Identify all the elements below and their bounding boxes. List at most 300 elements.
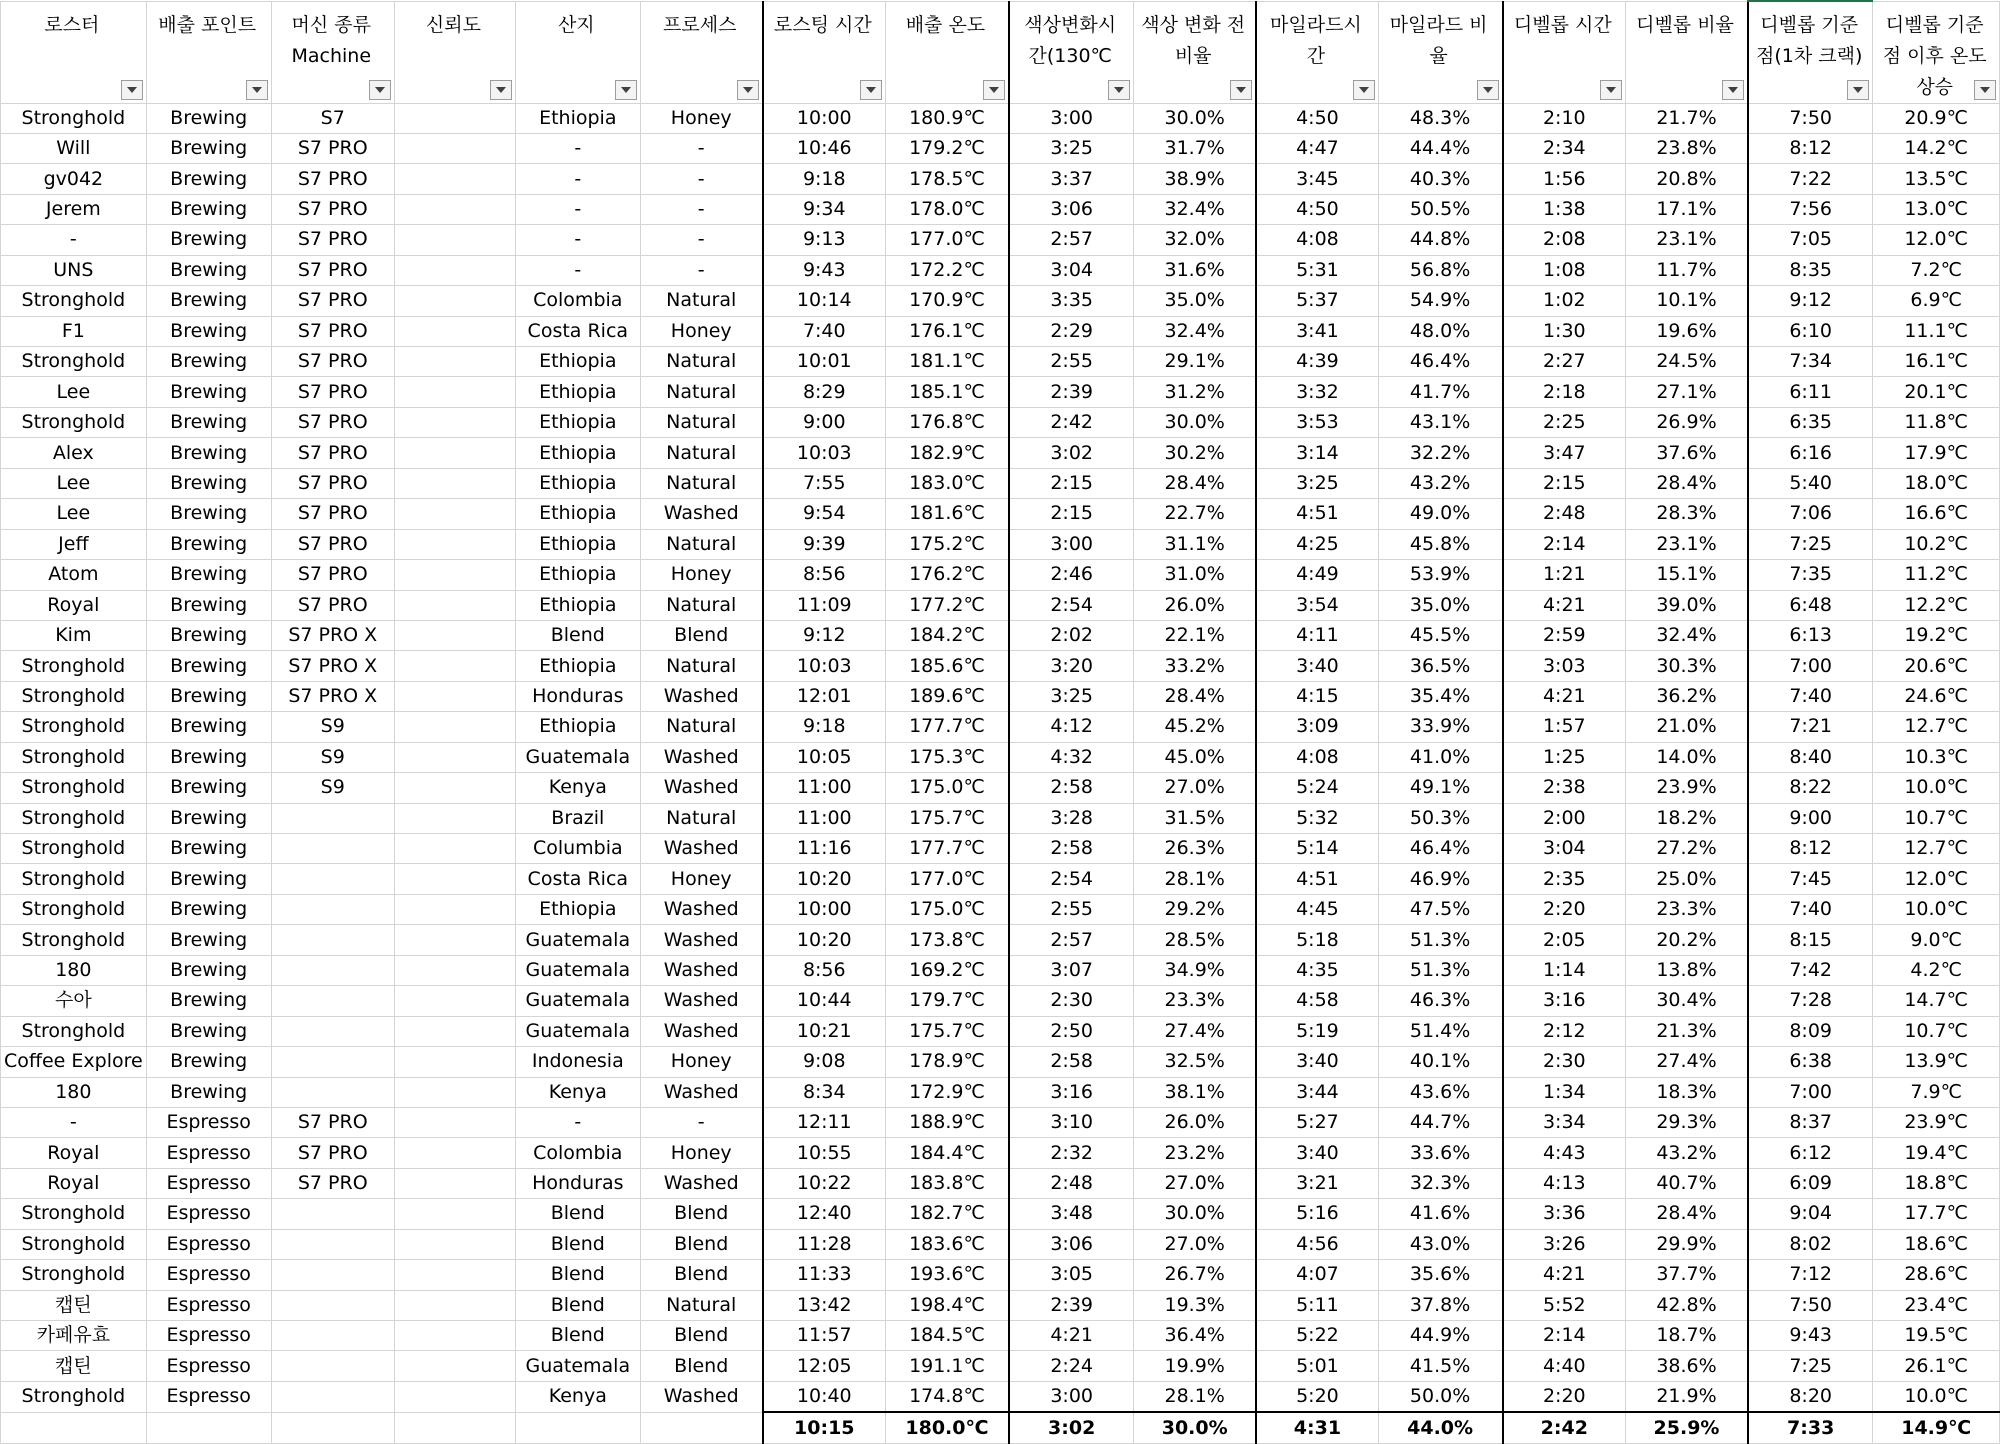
cell-discharge-temp[interactable]: 182.7℃ [885,1199,1009,1229]
cell-machine-type[interactable] [271,894,394,924]
cell-process[interactable]: - [640,194,763,224]
cell-develop-temp-rise[interactable]: 17.9℃ [1873,438,2000,468]
cell-develop-ratio[interactable]: 13.8% [1626,955,1749,985]
cell-discharge-point[interactable]: Brewing [146,986,271,1016]
cell-roaster[interactable]: Atom [1,560,147,590]
cell-process[interactable]: Washed [640,681,763,711]
cell-discharge-point[interactable]: Brewing [146,1047,271,1077]
cell-discharge-temp[interactable]: 176.1℃ [885,316,1009,346]
cell-roaster[interactable]: Stronghold [1,681,147,711]
cell-origin[interactable]: Kenya [516,773,641,803]
cell-reliability[interactable] [394,194,515,224]
cell-discharge-point[interactable]: Brewing [146,407,271,437]
cell-develop-ref-point[interactable]: 7:40 [1748,894,1873,924]
cell-develop-ratio[interactable]: 23.9% [1626,773,1749,803]
cell-roaster[interactable]: Will [1,133,147,163]
cell-color-change-time[interactable]: 3:25 [1009,681,1134,711]
cell-maillard-ratio[interactable]: 43.1% [1378,407,1502,437]
cell-maillard-time[interactable]: 3:09 [1256,712,1378,742]
cell-color-change-ratio[interactable]: 32.4% [1134,194,1257,224]
cell-discharge-temp[interactable]: 183.6℃ [885,1229,1009,1259]
cell-develop-ratio[interactable]: 28.4% [1626,468,1749,498]
cell-maillard-ratio[interactable]: 44.4% [1378,133,1502,163]
cell-color-change-ratio[interactable]: 30.0% [1134,1199,1257,1229]
cell-discharge-point[interactable]: Espresso [146,1290,271,1320]
cell-process[interactable]: Washed [640,955,763,985]
cell-reliability[interactable] [394,864,515,894]
cell-color-change-time[interactable]: 2:24 [1009,1351,1134,1381]
cell-color-change-ratio[interactable]: 28.1% [1134,864,1257,894]
cell-develop-ref-point[interactable]: 7:35 [1748,560,1873,590]
cell-roast-time[interactable]: 9:00 [763,407,885,437]
cell-color-change-time[interactable]: 2:50 [1009,1016,1134,1046]
cell-process[interactable]: - [640,133,763,163]
cell-machine-type[interactable]: S9 [271,712,394,742]
cell-discharge-temp[interactable]: 173.8℃ [885,925,1009,955]
cell-color-change-time[interactable]: 2:30 [1009,986,1134,1016]
cell-origin[interactable]: Blend [516,1321,641,1351]
cell-color-change-ratio[interactable]: 29.2% [1134,894,1257,924]
cell-develop-ref-point[interactable]: 8:37 [1748,1107,1873,1137]
cell-origin[interactable]: Ethiopia [516,103,641,133]
filter-dropdown-button[interactable] [121,80,143,100]
cell-color-change-ratio[interactable]: 23.3% [1134,986,1257,1016]
cell-develop-ratio[interactable]: 23.8% [1626,133,1749,163]
cell-maillard-ratio[interactable]: 41.5% [1378,1351,1502,1381]
cell-develop-temp-rise[interactable]: 12.0℃ [1873,225,2000,255]
cell-maillard-time[interactable]: 3:44 [1256,1077,1378,1107]
filter-dropdown-button[interactable] [1108,80,1130,100]
cell-process[interactable]: Washed [640,1077,763,1107]
cell-process[interactable]: Washed [640,925,763,955]
cell-maillard-time[interactable]: 4:15 [1256,681,1378,711]
cell-develop-time[interactable]: 4:40 [1503,1351,1626,1381]
cell-machine-type[interactable] [271,1047,394,1077]
cell-roaster[interactable]: Royal [1,1168,147,1198]
cell-discharge-point[interactable]: Brewing [146,468,271,498]
cell-process[interactable]: Washed [640,773,763,803]
cell-develop-temp-rise[interactable]: 10.2℃ [1873,529,2000,559]
cell-roast-time[interactable]: 10:44 [763,986,885,1016]
total-color-change-ratio[interactable]: 30.0% [1134,1412,1257,1443]
cell-discharge-temp[interactable]: 177.0℃ [885,225,1009,255]
cell-maillard-time[interactable]: 3:40 [1256,651,1378,681]
cell-discharge-point[interactable]: Brewing [146,499,271,529]
cell-reliability[interactable] [394,1047,515,1077]
cell-color-change-time[interactable]: 2:02 [1009,620,1134,650]
cell-discharge-temp[interactable]: 169.2℃ [885,955,1009,985]
cell-origin[interactable]: Kenya [516,1381,641,1412]
cell-origin[interactable]: Ethiopia [516,894,641,924]
cell-develop-ref-point[interactable]: 7:12 [1748,1260,1873,1290]
cell-origin[interactable]: Ethiopia [516,468,641,498]
cell-reliability[interactable] [394,133,515,163]
cell-origin[interactable]: Colombia [516,286,641,316]
cell-develop-time[interactable]: 2:27 [1503,347,1626,377]
cell-origin[interactable]: Ethiopia [516,499,641,529]
cell-roast-time[interactable]: 10:20 [763,925,885,955]
cell-roaster[interactable]: - [1,225,147,255]
cell-maillard-time[interactable]: 5:27 [1256,1107,1378,1137]
cell-reliability[interactable] [394,681,515,711]
filter-dropdown-button[interactable] [1353,80,1375,100]
cell-develop-time[interactable]: 2:48 [1503,499,1626,529]
cell-develop-temp-rise[interactable]: 14.2℃ [1873,133,2000,163]
cell-develop-time[interactable]: 2:05 [1503,925,1626,955]
cell-discharge-temp[interactable]: 174.8℃ [885,1381,1009,1412]
cell-process[interactable]: Natural [640,803,763,833]
cell-color-change-time[interactable]: 2:57 [1009,925,1134,955]
cell-reliability[interactable] [394,773,515,803]
cell-color-change-ratio[interactable]: 23.2% [1134,1138,1257,1168]
cell-develop-ref-point[interactable]: 8:35 [1748,255,1873,285]
cell-develop-time[interactable]: 2:25 [1503,407,1626,437]
cell-color-change-ratio[interactable]: 26.0% [1134,590,1257,620]
cell-roaster[interactable]: Coffee Explore [1,1047,147,1077]
cell-reliability[interactable] [394,1351,515,1381]
cell-roaster[interactable]: Stronghold [1,1016,147,1046]
cell-develop-time[interactable]: 2:20 [1503,894,1626,924]
cell-develop-temp-rise[interactable]: 28.6℃ [1873,1260,2000,1290]
cell-roast-time[interactable]: 10:40 [763,1381,885,1412]
cell-develop-time[interactable]: 3:36 [1503,1199,1626,1229]
cell-color-change-time[interactable]: 2:48 [1009,1168,1134,1198]
cell-roast-time[interactable]: 10:20 [763,864,885,894]
cell-develop-time[interactable]: 2:30 [1503,1047,1626,1077]
cell-maillard-time[interactable]: 3:40 [1256,1047,1378,1077]
cell-roaster[interactable]: 캡틴 [1,1290,147,1320]
cell-discharge-point[interactable]: Espresso [146,1168,271,1198]
cell-develop-time[interactable]: 3:47 [1503,438,1626,468]
cell-develop-time[interactable]: 2:10 [1503,103,1626,133]
cell-develop-time[interactable]: 1:14 [1503,955,1626,985]
cell-develop-temp-rise[interactable]: 10.0℃ [1873,894,2000,924]
cell-origin[interactable]: Blend [516,620,641,650]
total-discharge-temp[interactable]: 180.0℃ [885,1412,1009,1443]
cell-discharge-temp[interactable]: 175.7℃ [885,1016,1009,1046]
cell-develop-ratio[interactable]: 18.7% [1626,1321,1749,1351]
cell-roast-time[interactable]: 10:03 [763,438,885,468]
cell-color-change-ratio[interactable]: 32.0% [1134,225,1257,255]
cell-color-change-time[interactable]: 2:39 [1009,1290,1134,1320]
cell-color-change-ratio[interactable]: 22.1% [1134,620,1257,650]
cell-color-change-ratio[interactable]: 34.9% [1134,955,1257,985]
cell-maillard-ratio[interactable]: 41.0% [1378,742,1502,772]
cell-machine-type[interactable] [271,1199,394,1229]
cell-color-change-ratio[interactable]: 26.3% [1134,834,1257,864]
cell-roast-time[interactable]: 9:08 [763,1047,885,1077]
cell-machine-type[interactable]: S7 PRO [271,468,394,498]
cell-develop-time[interactable]: 4:21 [1503,1260,1626,1290]
cell-color-change-time[interactable]: 3:04 [1009,255,1134,285]
cell-roast-time[interactable]: 7:40 [763,316,885,346]
cell-origin[interactable]: - [516,194,641,224]
cell-discharge-point[interactable]: Brewing [146,864,271,894]
cell-develop-time[interactable]: 1:25 [1503,742,1626,772]
cell-color-change-ratio[interactable]: 28.5% [1134,925,1257,955]
cell-discharge-point[interactable]: Brewing [146,1077,271,1107]
cell-maillard-time[interactable]: 4:51 [1256,499,1378,529]
cell-develop-time[interactable]: 4:21 [1503,590,1626,620]
cell-process[interactable]: Blend [640,620,763,650]
cell-develop-time[interactable]: 2:20 [1503,1381,1626,1412]
cell-origin[interactable]: Costa Rica [516,864,641,894]
cell-roast-time[interactable]: 10:22 [763,1168,885,1198]
cell-color-change-ratio[interactable]: 28.4% [1134,681,1257,711]
cell-roast-time[interactable]: 9:39 [763,529,885,559]
cell-discharge-point[interactable]: Brewing [146,529,271,559]
cell-machine-type[interactable] [271,1229,394,1259]
cell-process[interactable]: Natural [640,347,763,377]
cell-maillard-ratio[interactable]: 54.9% [1378,286,1502,316]
cell-maillard-ratio[interactable]: 46.4% [1378,347,1502,377]
cell-origin[interactable]: Ethiopia [516,529,641,559]
cell-discharge-temp[interactable]: 179.2℃ [885,133,1009,163]
cell-origin[interactable]: Ethiopia [516,438,641,468]
cell-develop-ref-point[interactable]: 6:13 [1748,620,1873,650]
cell-process[interactable]: Blend [640,1321,763,1351]
cell-roast-time[interactable]: 10:21 [763,1016,885,1046]
cell-origin[interactable]: Ethiopia [516,377,641,407]
cell-discharge-point[interactable]: Brewing [146,681,271,711]
cell-color-change-ratio[interactable]: 19.3% [1134,1290,1257,1320]
cell-maillard-time[interactable]: 4:49 [1256,560,1378,590]
cell-develop-ref-point[interactable]: 8:40 [1748,742,1873,772]
cell-develop-temp-rise[interactable]: 6.9℃ [1873,286,2000,316]
cell-process[interactable]: Washed [640,986,763,1016]
cell-discharge-temp[interactable]: 193.6℃ [885,1260,1009,1290]
cell-origin[interactable]: Honduras [516,1168,641,1198]
total-maillard-ratio[interactable]: 44.0% [1378,1412,1502,1443]
cell-discharge-temp[interactable]: 183.0℃ [885,468,1009,498]
cell-roaster[interactable]: Stronghold [1,103,147,133]
cell-maillard-ratio[interactable]: 44.7% [1378,1107,1502,1137]
cell-origin[interactable]: Brazil [516,803,641,833]
cell-develop-temp-rise[interactable]: 10.0℃ [1873,1381,2000,1412]
cell-develop-time[interactable]: 1:08 [1503,255,1626,285]
cell-process[interactable]: Honey [640,864,763,894]
cell-discharge-point[interactable]: Espresso [146,1381,271,1412]
cell-roaster[interactable]: gv042 [1,164,147,194]
cell-develop-time[interactable]: 2:59 [1503,620,1626,650]
cell-roast-time[interactable]: 9:18 [763,712,885,742]
cell-maillard-time[interactable]: 4:07 [1256,1260,1378,1290]
cell-color-change-ratio[interactable]: 33.2% [1134,651,1257,681]
cell-develop-temp-rise[interactable]: 24.6℃ [1873,681,2000,711]
cell-reliability[interactable] [394,225,515,255]
cell-machine-type[interactable] [271,1381,394,1412]
cell-develop-time[interactable]: 1:38 [1503,194,1626,224]
cell-discharge-temp[interactable]: 177.7℃ [885,834,1009,864]
cell-reliability[interactable] [394,1168,515,1198]
filter-dropdown-button[interactable] [860,80,882,100]
cell-reliability[interactable] [394,834,515,864]
cell-machine-type[interactable]: S7 PRO [271,133,394,163]
cell-roast-time[interactable]: 9:13 [763,225,885,255]
cell-develop-ref-point[interactable]: 7:05 [1748,225,1873,255]
cell-maillard-ratio[interactable]: 33.9% [1378,712,1502,742]
total-discharge-point[interactable] [146,1412,271,1443]
cell-maillard-ratio[interactable]: 46.9% [1378,864,1502,894]
cell-maillard-time[interactable]: 5:24 [1256,773,1378,803]
cell-origin[interactable]: Blend [516,1290,641,1320]
cell-color-change-ratio[interactable]: 31.5% [1134,803,1257,833]
cell-develop-temp-rise[interactable]: 17.7℃ [1873,1199,2000,1229]
cell-develop-time[interactable]: 4:43 [1503,1138,1626,1168]
cell-process[interactable]: Natural [640,590,763,620]
cell-discharge-temp[interactable]: 177.7℃ [885,712,1009,742]
cell-machine-type[interactable]: S7 PRO [271,1107,394,1137]
cell-reliability[interactable] [394,955,515,985]
cell-develop-ratio[interactable]: 24.5% [1626,347,1749,377]
cell-develop-time[interactable]: 1:56 [1503,164,1626,194]
cell-roaster[interactable]: 수아 [1,986,147,1016]
cell-color-change-time[interactable]: 3:06 [1009,194,1134,224]
cell-roast-time[interactable]: 9:43 [763,255,885,285]
cell-reliability[interactable] [394,651,515,681]
cell-reliability[interactable] [394,407,515,437]
cell-origin[interactable]: Guatemala [516,1351,641,1381]
cell-color-change-time[interactable]: 2:39 [1009,377,1134,407]
cell-develop-ratio[interactable]: 30.3% [1626,651,1749,681]
cell-origin[interactable]: Ethiopia [516,651,641,681]
cell-discharge-point[interactable]: Brewing [146,286,271,316]
cell-discharge-point[interactable]: Brewing [146,742,271,772]
cell-discharge-temp[interactable]: 176.8℃ [885,407,1009,437]
cell-discharge-point[interactable]: Brewing [146,164,271,194]
cell-reliability[interactable] [394,529,515,559]
cell-roaster[interactable]: Lee [1,468,147,498]
cell-maillard-time[interactable]: 3:14 [1256,438,1378,468]
cell-machine-type[interactable]: S7 PRO [271,316,394,346]
cell-origin[interactable]: Guatemala [516,742,641,772]
cell-discharge-point[interactable]: Brewing [146,133,271,163]
cell-color-change-ratio[interactable]: 27.4% [1134,1016,1257,1046]
cell-roaster[interactable]: Stronghold [1,712,147,742]
cell-develop-ref-point[interactable]: 6:10 [1748,316,1873,346]
cell-develop-ratio[interactable]: 20.8% [1626,164,1749,194]
cell-roaster[interactable]: Royal [1,1138,147,1168]
cell-discharge-temp[interactable]: 184.2℃ [885,620,1009,650]
cell-develop-ratio[interactable]: 30.4% [1626,986,1749,1016]
cell-maillard-time[interactable]: 3:40 [1256,1138,1378,1168]
cell-color-change-time[interactable]: 2:29 [1009,316,1134,346]
cell-develop-time[interactable]: 3:03 [1503,651,1626,681]
cell-roast-time[interactable]: 10:14 [763,286,885,316]
cell-reliability[interactable] [394,255,515,285]
cell-develop-ref-point[interactable]: 7:21 [1748,712,1873,742]
cell-discharge-point[interactable]: Espresso [146,1351,271,1381]
cell-roaster[interactable]: Stronghold [1,1381,147,1412]
cell-roaster[interactable]: 180 [1,1077,147,1107]
cell-reliability[interactable] [394,560,515,590]
cell-process[interactable]: Natural [640,1290,763,1320]
cell-origin[interactable]: - [516,225,641,255]
cell-origin[interactable]: Ethiopia [516,347,641,377]
cell-origin[interactable]: Honduras [516,681,641,711]
cell-origin[interactable]: Ethiopia [516,407,641,437]
cell-develop-ref-point[interactable]: 9:04 [1748,1199,1873,1229]
cell-roaster[interactable]: Stronghold [1,1229,147,1259]
cell-process[interactable]: - [640,255,763,285]
total-maillard-time[interactable]: 4:31 [1256,1412,1378,1443]
cell-roast-time[interactable]: 11:28 [763,1229,885,1259]
cell-reliability[interactable] [394,620,515,650]
cell-develop-ref-point[interactable]: 8:09 [1748,1016,1873,1046]
cell-reliability[interactable] [394,894,515,924]
filter-dropdown-button[interactable] [983,80,1005,100]
cell-color-change-ratio[interactable]: 30.0% [1134,103,1257,133]
cell-develop-temp-rise[interactable]: 4.2℃ [1873,955,2000,985]
cell-discharge-point[interactable]: Brewing [146,712,271,742]
cell-develop-ref-point[interactable]: 7:00 [1748,1077,1873,1107]
cell-roast-time[interactable]: 10:55 [763,1138,885,1168]
cell-color-change-time[interactable]: 2:15 [1009,468,1134,498]
cell-develop-time[interactable]: 2:14 [1503,1321,1626,1351]
cell-discharge-temp[interactable]: 177.0℃ [885,864,1009,894]
cell-machine-type[interactable]: S9 [271,742,394,772]
cell-discharge-point[interactable]: Brewing [146,620,271,650]
cell-roaster[interactable]: 캡틴 [1,1351,147,1381]
cell-discharge-temp[interactable]: 175.2℃ [885,529,1009,559]
cell-color-change-ratio[interactable]: 32.5% [1134,1047,1257,1077]
cell-maillard-time[interactable]: 5:32 [1256,803,1378,833]
cell-maillard-ratio[interactable]: 46.4% [1378,834,1502,864]
cell-develop-temp-rise[interactable]: 16.6℃ [1873,499,2000,529]
cell-reliability[interactable] [394,986,515,1016]
cell-color-change-time[interactable]: 3:10 [1009,1107,1134,1137]
cell-reliability[interactable] [394,438,515,468]
cell-discharge-temp[interactable]: 179.7℃ [885,986,1009,1016]
cell-develop-ratio[interactable]: 32.4% [1626,620,1749,650]
cell-color-change-time[interactable]: 2:42 [1009,407,1134,437]
cell-develop-temp-rise[interactable]: 19.5℃ [1873,1321,2000,1351]
cell-develop-temp-rise[interactable]: 19.4℃ [1873,1138,2000,1168]
cell-roaster[interactable]: Jerem [1,194,147,224]
cell-develop-temp-rise[interactable]: 13.9℃ [1873,1047,2000,1077]
cell-maillard-time[interactable]: 3:21 [1256,1168,1378,1198]
cell-develop-temp-rise[interactable]: 7.9℃ [1873,1077,2000,1107]
cell-machine-type[interactable]: S7 PRO [271,499,394,529]
cell-machine-type[interactable] [271,1016,394,1046]
cell-develop-temp-rise[interactable]: 7.2℃ [1873,255,2000,285]
cell-machine-type[interactable]: S7 PRO [271,286,394,316]
cell-roaster[interactable]: Stronghold [1,925,147,955]
cell-roast-time[interactable]: 11:09 [763,590,885,620]
cell-color-change-time[interactable]: 2:54 [1009,864,1134,894]
cell-discharge-point[interactable]: Brewing [146,103,271,133]
cell-roaster[interactable]: Stronghold [1,407,147,437]
cell-maillard-time[interactable]: 5:01 [1256,1351,1378,1381]
filter-dropdown-button[interactable] [1974,80,1996,100]
cell-develop-ratio[interactable]: 20.2% [1626,925,1749,955]
cell-maillard-time[interactable]: 4:08 [1256,225,1378,255]
cell-machine-type[interactable] [271,803,394,833]
cell-develop-ratio[interactable]: 40.7% [1626,1168,1749,1198]
cell-maillard-time[interactable]: 3:54 [1256,590,1378,620]
cell-maillard-time[interactable]: 4:08 [1256,742,1378,772]
cell-roaster[interactable]: Stronghold [1,742,147,772]
cell-origin[interactable]: Blend [516,1199,641,1229]
cell-develop-time[interactable]: 1:02 [1503,286,1626,316]
cell-roaster[interactable]: Stronghold [1,1260,147,1290]
cell-maillard-ratio[interactable]: 45.5% [1378,620,1502,650]
cell-develop-temp-rise[interactable]: 11.1℃ [1873,316,2000,346]
cell-reliability[interactable] [394,1138,515,1168]
cell-reliability[interactable] [394,925,515,955]
total-roaster[interactable] [1,1412,147,1443]
cell-develop-temp-rise[interactable]: 9.0℃ [1873,925,2000,955]
